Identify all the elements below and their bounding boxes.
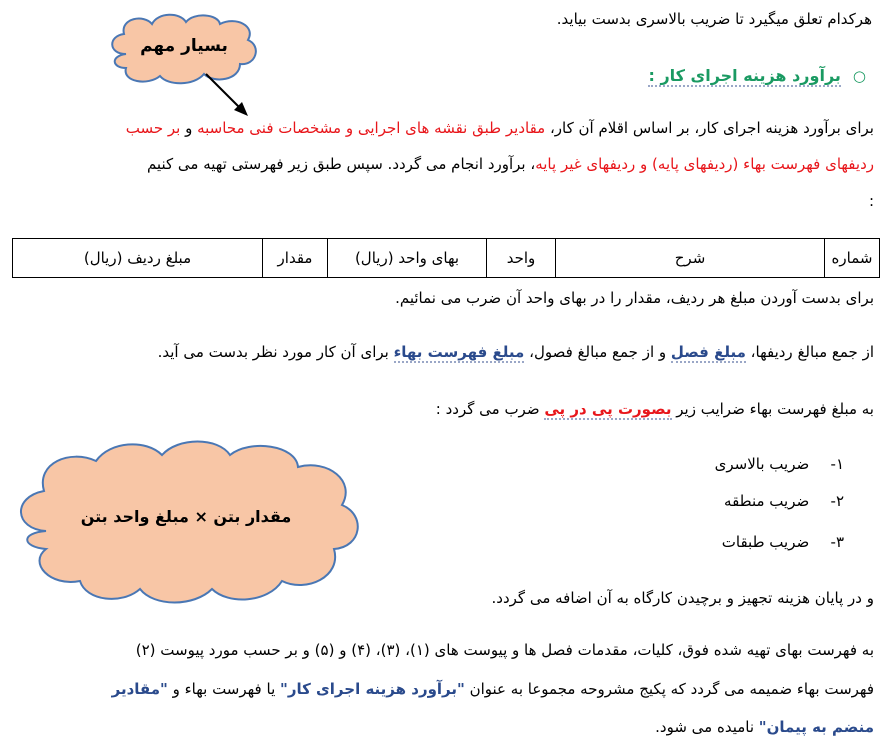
equipment-line: و در پایان هزینه تجهیز و برچیدن کارگاه به آن اضافه می گردد. [491,589,874,607]
coefficient-item-2: ۲- ضریب منطقه [724,492,844,510]
multiply-line: برای بدست آوردن مبلغ هر ردیف، مقدار را در بهای واحد آن ضرب می نمائیم. [395,289,874,307]
coefficient-line: به مبلغ فهرست بهاء ضرایب زیر بصورت پی در پی ضرب می گردد : [435,400,874,418]
estimate-table-header [12,238,880,278]
final-line1: به فهرست بهای تهیه شده فوق، کلیات، مقدمات فصل ها و پیوست های (۱)، (۳)، (۴) و (۵) و بر حسب مورد پیوست (۲) [135,641,874,659]
col-quantity: مقدار [263,239,328,278]
section-heading [648,66,866,85]
formula-cloud [6,435,366,607]
important-note-text: بسیار مهم [140,36,228,56]
top-line: هرکدام تعلق میگیرد تا ضریب بالاسری بدست بیاید. [556,10,872,28]
sum-line: از جمع مبالغ ردیفها، مبلغ فصل و از جمع مبالغ فصول، مبلغ فهرست بهاء برای آن کار مورد نظر بدست می آید. [157,343,874,361]
para1-line2: ردیفهای فهرست بهاء (ردیفهای پایه) و ردیفهای غیر پایه، برآورد انجام می گردد. سپس طبق زیر فهرستی تهیه می کنیم [146,155,874,173]
formula-text: مقدار بتن × مبلغ واحد بتن [80,507,292,526]
col-row-amount: مبلغ ردیف (ریال) [13,239,263,278]
final-line3: منضم به پیمان" نامیده می شود. [655,718,874,736]
bullet-icon: ○ [852,67,866,85]
final-line2: فهرست بهاء ضمیمه می گردد که پکیج مشروحه مجموعا به عنوان "برآورد هزینه اجرای کار" یا فهرست بهاء و "مقادیر [111,680,874,698]
col-unit-price: بهای واحد (ریال) [328,239,487,278]
para1-line3: : [868,192,874,210]
heading-text: برآورد هزینه اجرای کار : [648,66,841,85]
col-number: شماره [825,239,880,278]
coefficient-item-3: ۳- ضریب طبقات [721,533,844,551]
pointer-arrow [200,70,260,120]
para1-line1: برای برآورد هزینه اجرای کار، بر اساس اقلام آن کار، مقادیر طبق نقشه های اجرایی و مشخصات فنی محاسبه و بر حسب [125,119,874,137]
coefficient-item-1: ۱- ضریب بالاسری [714,455,844,473]
col-description: شرح [556,239,825,278]
col-unit: واحد [487,239,556,278]
